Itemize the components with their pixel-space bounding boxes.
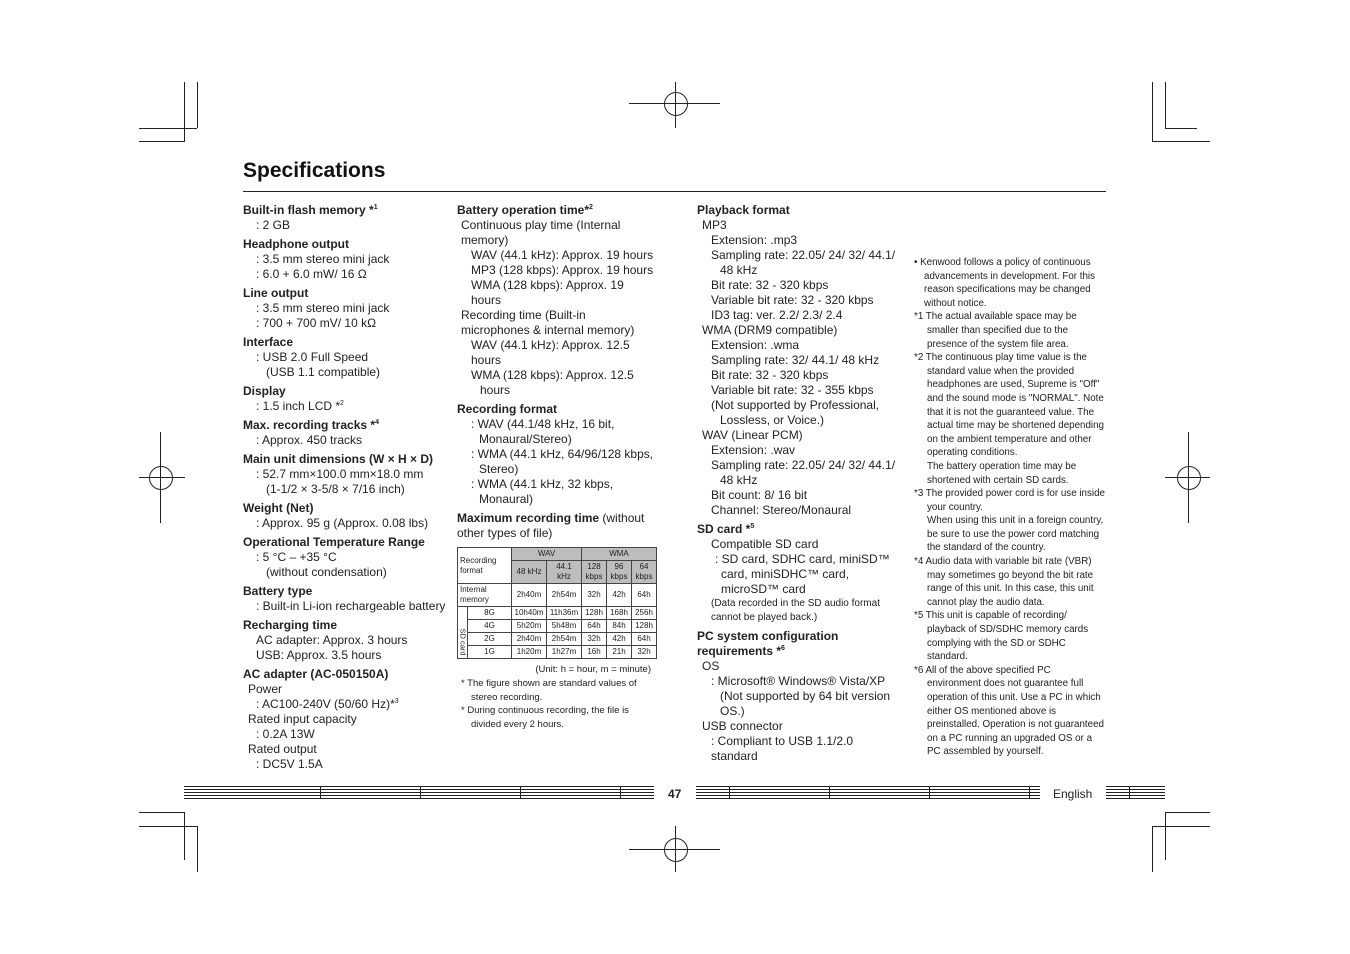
spec-value: ID3 tag: ver. 2.2/ 2.3/ 2.4	[711, 308, 843, 322]
spec-value: Extension: .wav	[711, 443, 796, 457]
spec-heading: Battery type	[243, 584, 313, 598]
table-header: WAV	[512, 548, 582, 561]
spec-value: Variable bit rate: 32 - 355 kbps	[711, 383, 874, 397]
footnote: *2 The continuous play time value is the standard value when the provided headphones are used, Supreme is "Off" and the sound mode is "NORMAL". Note that it is not the guaranteed value. The actual time may be shortened depending on the ambient temperature and other operating conditions.	[914, 352, 1105, 459]
footnote: *6 All of the above specified PC environment does not guarantee full operation of this unit. Use a PC in which either OS mentioned above is preinstalled. Operation is not guaranteed on a PC running an upgraded OS or a PC assembled by yourself.	[914, 664, 1105, 758]
spec-value: USB: Approx. 3.5 hours	[256, 648, 382, 662]
spec-value: : 700 + 700 mV/ 10 kΩ	[256, 316, 377, 330]
spec-label: WAV (Linear PCM)	[702, 428, 803, 442]
table-cell: 4G	[468, 620, 512, 633]
spec-heading: Weight (Net)	[243, 501, 314, 515]
table-header: 64 kbps	[632, 561, 657, 584]
spec-heading: Recharging time	[243, 618, 338, 632]
table-cell: 16h	[582, 646, 607, 659]
spec-value: WMA (128 kbps): Approx. 19 hours	[471, 278, 624, 307]
spec-label: OS	[702, 659, 720, 673]
spec-heading: Main unit dimensions (W × H × D)	[243, 452, 434, 466]
spec-value: : 1.5 inch LCD *$^2$	[256, 399, 344, 413]
table-cell: 11h36m	[547, 607, 582, 620]
spec-value: AC adapter: Approx. 3 hours	[256, 633, 408, 647]
table-cell: 2h40m	[512, 584, 547, 607]
table-cell: 42h	[607, 633, 632, 646]
table-cell: 64h	[582, 620, 607, 633]
spec-value: : SD card, SDHC card, miniSD™ card, miniSDHC™ card, microSD™ card	[715, 552, 890, 596]
crop-mark	[1165, 82, 1166, 128]
table-row	[458, 607, 657, 620]
registration-circle	[1177, 466, 1201, 490]
spec-value: : WMA (44.1 kHz, 64/96/128 kbps, Stereo)	[471, 447, 654, 476]
title-rule	[243, 191, 1106, 192]
registration-circle	[149, 466, 173, 490]
crop-mark	[139, 826, 197, 827]
spec-value: : AC100-240V (50/60 Hz)*$^3$	[256, 697, 399, 711]
footnote: *3 The provided power cord is for use inside your country.	[914, 488, 1105, 513]
table-cell: 128h	[582, 607, 607, 620]
spec-column-2	[457, 203, 657, 731]
spec-heading: Built-in flash memory *$^1$	[243, 203, 378, 217]
spec-value: (Not supported by Professional, Lossless, or Voice.)	[711, 398, 880, 427]
footnote: *1 The actual available space may be smaller than specified due to the presence of the system file area.	[914, 311, 1077, 350]
crop-mark	[197, 82, 198, 128]
table-cell: 128h	[632, 620, 657, 633]
spec-label: Rated input capacity	[248, 712, 357, 726]
table-cell: 8G	[468, 607, 512, 620]
crop-mark	[184, 82, 185, 142]
recording-time-table	[457, 547, 657, 659]
table-header: 48 kHz	[512, 561, 547, 584]
registration-circle	[664, 92, 688, 116]
spec-label: USB connector	[702, 719, 783, 733]
spec-value: WMA (128 kbps): Approx. 12.5 hours	[471, 368, 634, 397]
spec-value: : Microsoft® Windows® Vista/XP (Not supported by 64 bit version OS.)	[711, 674, 891, 718]
table-row	[458, 584, 657, 607]
table-corner: Recording format	[458, 548, 512, 584]
spec-heading: Playback format	[697, 203, 790, 217]
table-header: 96 kbps	[607, 561, 632, 584]
crop-mark	[1165, 812, 1166, 860]
table-footnote: * During continuous recording, the file is divided every 2 hours.	[461, 705, 629, 730]
spec-value: Bit count: 8/ 16 bit	[711, 488, 808, 502]
table-cell: 32h	[582, 633, 607, 646]
spec-value: : Compliant to USB 1.1/2.0 standard	[711, 734, 854, 763]
spec-value: : 0.2A 13W	[256, 727, 315, 741]
spec-heading: Recording format	[457, 402, 558, 416]
spec-note: (Data recorded in the SD audio format cannot be played back.)	[711, 598, 880, 623]
spec-value: : 3.5 mm stereo mini jack	[256, 252, 390, 266]
table-cell: 64h	[632, 633, 657, 646]
spec-value: : Approx. 450 tracks	[256, 433, 363, 447]
table-header: 128 kbps	[582, 561, 607, 584]
spec-value: Bit rate: 32 - 320 kbps	[711, 368, 829, 382]
table-cell: 168h	[607, 607, 632, 620]
spec-value: Channel: Stereo/Monaural	[711, 503, 852, 517]
registration-circle	[664, 838, 688, 862]
spec-label: Power	[248, 682, 283, 696]
spec-heading: PC system configuration requirements *$^6$	[697, 629, 839, 658]
policy-note: • Kenwood follows a policy of continuous advancements in development. For this reason specifications may be changed without notice.	[914, 257, 1095, 309]
crop-mark	[1165, 812, 1210, 813]
table-cell: 32h	[582, 584, 607, 607]
table-cell: 256h	[632, 607, 657, 620]
crop-mark	[197, 826, 198, 872]
spec-heading: SD card *$^5$	[697, 522, 755, 536]
table-cell: 32h	[632, 646, 657, 659]
spec-label: Recording time (Built-in microphones & internal memory)	[461, 308, 635, 337]
table-row	[458, 646, 657, 659]
spec-label: WMA (DRM9 compatible)	[702, 323, 838, 337]
page-number: 47	[668, 787, 682, 801]
spec-heading: Display	[243, 384, 286, 398]
spec-heading: Battery operation time*$^2$	[457, 203, 593, 217]
table-cell: 5h48m	[547, 620, 582, 633]
spec-value: : 52.7 mm×100.0 mm×18.0 mm	[256, 467, 424, 481]
footnote: *5 This unit is capable of recording/ playback of SD/SDHC memory cards complying with the SD or SDHC standard.	[914, 610, 1089, 663]
table-row-label	[458, 607, 468, 659]
crop-mark	[139, 141, 185, 142]
spec-heading: Max. recording tracks *$^4$	[243, 418, 379, 432]
table-cell: 1G	[468, 646, 512, 659]
spec-label: Continuous play time (Internal memory)	[461, 218, 621, 247]
table-cell: 64h	[632, 584, 657, 607]
table-footnote: * The figure shown are standard values of stereo recording.	[461, 678, 637, 703]
spec-value: Extension: .mp3	[711, 233, 798, 247]
table-cell: 1h27m	[547, 646, 582, 659]
spec-label: MP3	[702, 218, 727, 232]
crop-mark	[1152, 141, 1210, 142]
table-row	[458, 620, 657, 633]
spec-value: : 6.0 + 6.0 mW/ 16 Ω	[256, 267, 367, 281]
sd-card-label: SD card	[458, 628, 468, 656]
table-header: 44.1 kHz	[547, 561, 582, 584]
spec-heading: Maximum recording time (without other types of file)	[457, 511, 645, 540]
spec-value: Sampling rate: 32/ 44.1/ 48 kHz	[711, 353, 880, 367]
spec-value: : DC5V 1.5A	[256, 757, 323, 771]
table-cell: 21h	[607, 646, 632, 659]
spec-value: : Built-in Li-ion rechargeable battery	[256, 599, 446, 613]
footnotes-column	[914, 256, 1106, 759]
spec-value: : 3.5 mm stereo mini jack	[256, 301, 390, 315]
spec-heading: Line output	[243, 286, 309, 300]
spec-value: Sampling rate: 22.05/ 24/ 32/ 44.1/ 48 kHz	[711, 248, 896, 277]
table-cell: 5h20m	[512, 620, 547, 633]
table-cell: 1h20m	[512, 646, 547, 659]
spec-value: : WAV (44.1/48 kHz, 16 bit, Monaural/Stereo)	[471, 417, 615, 446]
footnote: When using this unit in a foreign country, be sure to use the power cord matching the standard of the country.	[927, 515, 1104, 554]
spec-heading: Headphone output	[243, 237, 349, 251]
table-cell: 84h	[607, 620, 632, 633]
spec-column-3	[697, 203, 897, 764]
crop-mark	[1165, 128, 1197, 129]
spec-value: Bit rate: 32 - 320 kbps	[711, 278, 829, 292]
table-cell: 2h54m	[547, 584, 582, 607]
spec-value: Extension: .wma	[711, 338, 800, 352]
spec-heading: AC adapter (AC-050150A)	[243, 667, 389, 681]
table-cell: 2h40m	[512, 633, 547, 646]
crop-mark	[1152, 826, 1153, 872]
spec-value: (without condensation)	[266, 565, 387, 579]
spec-value: : 2 GB	[256, 218, 291, 232]
crop-mark	[1152, 826, 1210, 827]
spec-value: Sampling rate: 22.05/ 24/ 32/ 44.1/ 48 kHz	[711, 458, 896, 487]
table-cell: 42h	[607, 584, 632, 607]
spec-heading: Operational Temperature Range	[243, 535, 425, 549]
table-header: WMA	[582, 548, 657, 561]
page-title: Specifications	[243, 159, 386, 182]
spec-value: : USB 2.0 Full Speed	[256, 350, 369, 364]
spec-value: : 5 °C – +35 °C	[256, 550, 337, 564]
spec-value: Compatible SD card	[711, 537, 819, 551]
footnote: *4 Audio data with variable bit rate (VBR) may sometimes go beyond the bit rate range of this unit. In this case, this unit cannot play the audio data.	[914, 556, 1094, 608]
spec-value: : WMA (44.1 kHz, 32 kbps, Monaural)	[471, 477, 614, 506]
crop-mark	[1152, 82, 1153, 142]
crop-mark	[139, 812, 185, 813]
spec-label: Rated output	[248, 742, 317, 756]
table-cell: 2G	[468, 633, 512, 646]
footnote: The battery operation time may be shortened with certain SD cards.	[927, 460, 1077, 486]
spec-heading: Interface	[243, 335, 294, 349]
table-unit-note: (Unit: h = hour, m = minute)	[535, 664, 651, 675]
language-label: English	[1053, 787, 1093, 801]
table-row	[458, 633, 657, 646]
spec-value: : Approx. 95 g (Approx. 0.08 lbs)	[256, 516, 429, 530]
spec-value: WAV (44.1 kHz): Approx. 19 hours	[471, 248, 654, 262]
spec-value: (USB 1.1 compatible)	[266, 365, 381, 379]
table-cell: 2h54m	[547, 633, 582, 646]
spec-value: MP3 (128 kbps): Approx. 19 hours	[471, 263, 654, 277]
crop-mark	[184, 812, 185, 860]
table-row-label: Internal memory	[458, 584, 512, 607]
table-cell: 10h40m	[512, 607, 547, 620]
crop-mark	[139, 128, 197, 129]
spec-column-1	[243, 203, 448, 772]
spec-value: WAV (44.1 kHz): Approx. 12.5 hours	[471, 338, 630, 367]
spec-value: Variable bit rate: 32 - 320 kbps	[711, 293, 874, 307]
spec-value: (1-1/2 × 3-5/8 × 7/16 inch)	[266, 482, 405, 496]
